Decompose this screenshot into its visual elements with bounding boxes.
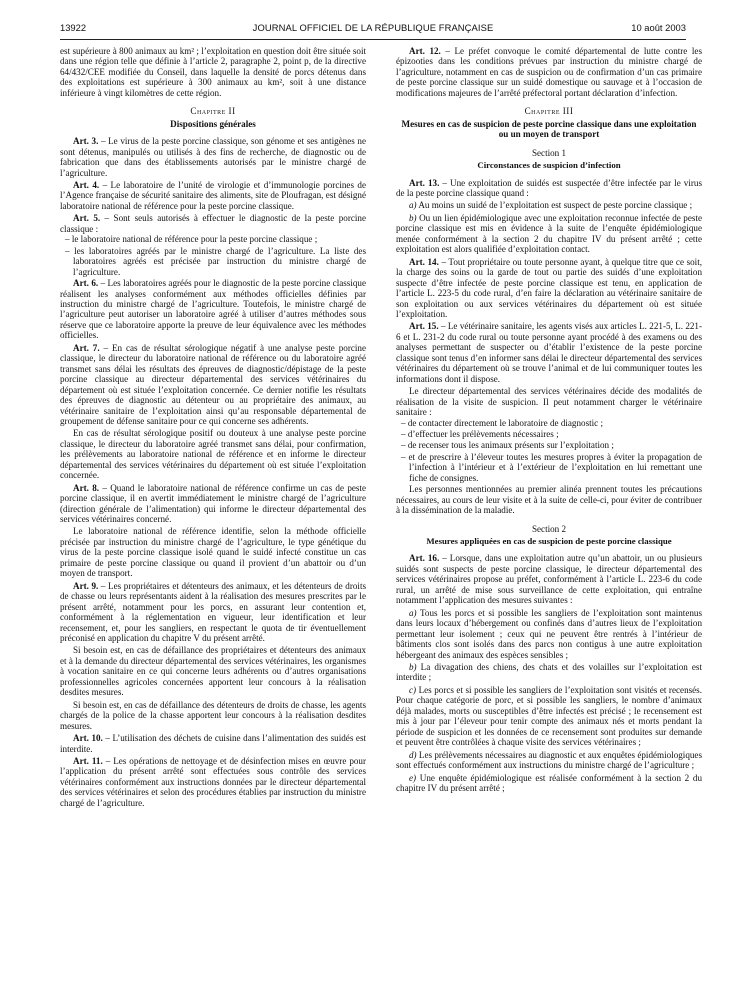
article-15: [396, 321, 702, 384]
article-text: – Une exploitation de suidés est suspectée d’être infectée par le virus de la peste porcine classique quand :: [396, 177, 702, 198]
article-5-list: [60, 234, 366, 277]
article-11: [60, 756, 366, 808]
article-16-item-e: [396, 773, 702, 794]
article-text: – Le vétérinaire sanitaire, les agents visés aux articles L. 221-5, L. 221-6 et L. 231-2 du code rural ou toute personne ayant procédé à des examens ou des analyses permettant de suspecter ou d’établir l’existence de la peste porcine classique sont tenus d’en informer sans délai le directeur départemental des services vétérinaires du département où se trouve l’animal et de lui communiquer toutes les informations dont il dispose.: [396, 321, 702, 384]
article-text: – Le préfet convoque le comité départemental de lutte contre les épizooties dans les conditions prévues par instruction du ministre chargé de l’agriculture, notamment en cas de suspicion ou de confirmation d’un cas primaire de peste porcine classique sur un suidé domestique ou sauvage et à l’occasion de modifications majeures de l’arrêté préfectoral portant déclaration d’infection.: [396, 46, 702, 98]
article-16-item-d: [396, 750, 702, 771]
article-label: Art. 14.: [409, 256, 439, 267]
article-15-list: [396, 418, 702, 484]
article-text: – Le laboratoire de l’unité de virologie et d’immunologie porcines de l’Agence française de sécurité sanitaire des aliments, site de Ploufragan, est désigné laboratoire national de référence pour la peste porcine classique.: [60, 179, 367, 211]
article-9: [60, 581, 366, 644]
item-text: Les prélèvements nécessaires au diagnostic et aux enquêtes épidémiologiques sont effectués conformément aux instructions du ministre chargé de l’agriculture ;: [396, 749, 702, 771]
article-8: [60, 483, 366, 525]
article-label: Art. 11.: [73, 756, 103, 766]
list-item: – de recenser tous les animaux présents sur l’exploitation ;: [401, 440, 614, 451]
article-label: Art. 15.: [409, 321, 439, 332]
item-text: Tous les porcs et si possible les sangliers de l’exploitation sont maintenus dans leurs locaux d’hébergement ou confinés dans d’autres lieux de l’exploitation permettant leur isolement ; ceux qui ne peuvent être rentrés à l’intérieur de bâtiments clos sont isolés dans des parcs non contigus à une autre exploitation hébergeant des animaux des espèces sensibles ;: [396, 607, 702, 660]
item-letter: c): [409, 684, 417, 695]
article-13-item-a: [396, 200, 702, 210]
publication-date: 10 août 2003: [631, 22, 686, 33]
item-letter: b): [409, 662, 417, 673]
article-label: Art. 12.: [409, 46, 441, 56]
item-letter: a): [409, 607, 417, 618]
article-6: [60, 278, 366, 341]
article-label: Art. 4.: [73, 179, 100, 190]
chapter-3-heading: Chapitre III: [524, 106, 574, 117]
article-15-paragraph-2: Le directeur départemental des services vétérinaires décide des modalités de réalisation de la visite de suspicion. Il peut notamment charger le vétérinaire sanitaire :: [396, 386, 702, 418]
article-13: [396, 178, 702, 199]
section-2-title: Mesures appliquées en cas de suspicion de peste porcine classique: [426, 536, 672, 547]
item-letter: e): [409, 772, 417, 783]
page-header: [60, 20, 686, 36]
article-16-item-b: [396, 662, 702, 683]
article-text: – Lorsque, dans une exploitation autre qu’un abattoir, un ou plusieurs suidés sont suspects de peste porcine classique, le directeur départemental des services vétérinaires propose au préfet, conformément à l’article L. 223-6 du code rural, un arrêté de mise sous surveillance de cette exploitation, qui entraîne notamment l’application des mesures suivantes :: [396, 553, 703, 606]
item-letter: d): [409, 749, 417, 760]
article-text: – Les propriétaires et détenteurs des animaux, et les détenteurs de droits de chasse ou leurs représentants aident à la réalisation des mesures prescrites par le présent arrêté, notamment pour les porcs, en assurant leur contention et, conformément à la réglementation en vigueur, leur identification et leur recensement, et, pour les sangliers, en respectant le quota de tir éventuellement préconisé en application du chapitre V du présent arrêté.: [60, 580, 367, 644]
header-rule: [60, 39, 686, 40]
right-column: [396, 46, 702, 793]
article-text: – Les opérations de nettoyage et de désinfection mises en œuvre pour l’application du présent arrêté sont effectuées sous contrôle des services vétérinaires conformément aux instructions données par le directeur départemental des services vétérinaires et selon des procédures établies par instruction du ministre chargé de l’agriculture.: [60, 756, 366, 808]
item-text: La divagation des chiens, des chats et des volailles sur l’exploitation est interdite ;: [396, 662, 702, 683]
article-16-item-c: [396, 685, 702, 748]
left-column: [60, 46, 366, 808]
article-5: [60, 213, 366, 234]
article-14: [396, 257, 702, 320]
intro-paragraph: est supérieure à 800 animaux au km² ; l’exploitation en question doit être située soit dans une région telle que définie à l’article 2, paragraphe 2, point p, de la directive 64/432/CEE modifiée du Conseil, dans laquelle la densité de porcs détenus dans des exploitations est supérieure à 300 animaux au km², soit à une distance inférieure à vingt kilomètres de cette région.: [60, 46, 366, 98]
article-label: Art. 6.: [73, 278, 99, 289]
article-label: Art. 16.: [409, 553, 440, 564]
article-12: [396, 46, 702, 98]
list-item: – et de prescrire à l’éleveur toutes les mesures propres à éviter la propagation de l’infection à l’intérieur et à l’extérieur de l’exploitation en lui remettant une fiche de consignes.: [401, 451, 702, 483]
article-7: [60, 343, 366, 427]
article-label: Art. 3.: [73, 136, 99, 147]
article-label: Art. 5.: [73, 213, 101, 224]
section-2-heading: Section 2: [531, 523, 567, 534]
article-9-paragraph-2: Si besoin est, en cas de défaillance des propriétaires et détenteurs des animaux et à la demande du directeur départemental des services vétérinaires, les organismes à vocation sanitaire en ce qui concerne leurs adhérents ou d’autres organisations professionnelles agricoles concernées apportent leur concours à la réalisation desdites mesures.: [60, 645, 366, 698]
item-letter: a): [409, 200, 417, 211]
item-text: Au moins un suidé de l’exploitation est suspect de peste porcine classique ;: [416, 200, 693, 211]
journal-title: JOURNAL OFFICIEL DE LA RÉPUBLIQUE FRANÇAISE: [252, 22, 494, 33]
chapter-2-title: Dispositions générales: [170, 118, 256, 129]
item-text: Une enquête épidémiologique est réalisée conformément à la section 2 du chapitre IV du présent arrêté ;: [396, 772, 702, 793]
article-label: Art. 10.: [73, 733, 103, 744]
article-9-paragraph-3: Si besoin est, en cas de défaillance des détenteurs de droits de chasse, les agents chargés de la police de la chasse apportent leur concours à la réalisation desdites mesures.: [60, 699, 366, 731]
article-13-item-b: [396, 213, 702, 255]
article-text: – Le virus de la peste porcine classique, son génome et ses antigènes ne sont détenus, manipulés ou utilisés à des fins de recherche, de diagnostic ou de fabrication que dans des établissements autorisés par le ministre chargé de l’agriculture.: [60, 136, 366, 178]
list-item: – le laboratoire national de référence pour la peste porcine classique ;: [65, 234, 318, 245]
article-16: [396, 553, 702, 605]
article-10: [60, 733, 366, 754]
article-7-paragraph-2: En cas de résultat sérologique positif ou douteux à une analyse peste porcine classique, le directeur du laboratoire agréé transmet sans délai, pour confirmation, les prélèvements au laboratoire national de référence et en informe le directeur départemental des services vétérinaires du département où est située l’exploitation concernée.: [60, 428, 366, 481]
article-text: – Sont seuls autorisés à effectuer le diagnostic de la peste porcine classique :: [60, 213, 367, 234]
article-text: – L’utilisation des déchets de cuisine dans l’alimentation des suidés est interdite.: [60, 733, 367, 754]
section-1-title: Circonstances de suspicion d’infection: [477, 160, 621, 171]
list-item: – de contacter directement le laboratoire de diagnostic ;: [401, 417, 603, 428]
chapter-2-heading: Chapitre II: [190, 106, 236, 117]
article-label: Art. 7.: [73, 342, 100, 353]
item-letter: b): [409, 212, 417, 223]
list-item: – d’effectuer les prélèvements nécessaires ;: [401, 428, 559, 439]
article-text: – En cas de résultat sérologique négatif à une analyse peste porcine classique, le directeur du laboratoire national de référence ou du laboratoire agréé transmet sans délai les résultats des épreuves de diagnostic/dépistage de la peste porcine classique au directeur départemental des services vétérinaires du département où est située l’exploitation concernée. Ce dernier notifie les résultats des épreuves de diagnostic au détenteur ou au propriétaire des animaux, au vétérinaire sanitaire de l’exploitation ainsi qu’au responsable départemental de groupement de défense sanitaire pour ce qui concerne ses adhérents.: [60, 342, 367, 426]
chapter-3-title: Mesures en cas de suspicion de peste porcine classique dans une exploitation ou un moyen de transport: [401, 118, 697, 140]
list-item: – les laboratoires agréés par le ministre chargé de l’agriculture. La liste des laboratoires agréés est précisée par instruction du ministre chargé de l’agriculture.: [65, 245, 366, 277]
item-text: Ou un lien épidémiologique avec une exploitation reconnue infectée de peste porcine classique est mis en évidence à la suite de l’enquête épidémiologique menée conformément à la section 2 du chapitre IV du présent arrêté ; cette exploitation est alors qualifiée d’exploitation contact.: [396, 212, 702, 255]
section-1-heading: Section 1: [531, 147, 567, 158]
article-4: [60, 180, 366, 211]
article-label: Art. 13.: [409, 177, 440, 188]
article-text: – Les laboratoires agréés pour le diagnostic de la peste porcine classique réalisent les analyses conformément aux méthodes officielles définies par instruction du ministre chargé de l’agriculture. Toutefois, le ministre chargé de l’agriculture peut autoriser un laboratoire agréé à utiliser d’autres méthodes sous réserve que ce laboratoire apporte la preuve de leur équivalence avec les méthodes officielles.: [60, 278, 367, 341]
article-16-item-a: [396, 608, 702, 660]
article-label: Art. 8.: [73, 482, 100, 493]
page-number: 13922: [60, 22, 87, 33]
item-text: Les porcs et si possible les sangliers de l’exploitation sont visités et recensés. Pour chaque catégorie de porc, et si possible les sangliers, le nombre d’animaux déjà malades, morts ou susceptibles d’être infectés est précisé ; le recensement est mis à jour par l’éleveur pour tenir compte des animaux nés et morts pendant la période de suspicion et les données de ce recensement sont produites sur demande et peuvent être contrôlées à chaque visite des services vétérinaires ;: [396, 684, 702, 748]
article-3: [60, 136, 366, 178]
article-text: – Tout propriétaire ou toute personne ayant, à quelque titre que ce soit, la charge des soins ou la garde de tout ou partie des suidés d’une exploitation suspecte d’être infectée de peste porcine classique est tenu, en application de l’article L. 223-5 du code rural, d’en faire la déclaration au vétérinaire sanitaire de son exploitation ou aux services vétérinaires du département où est située l’exploitation.: [396, 256, 703, 319]
article-15-paragraph-3: Les personnes mentionnées au premier alinéa prennent toutes les précautions nécessaires, au cours de leur visite et à la suite de celle-ci, pour éviter de contribuer à la dissémination de la maladie.: [396, 484, 702, 516]
article-text: – Quand le laboratoire national de référence confirme un cas de peste porcine classique, il en avertit immédiatement le ministre chargé de l’agriculture (direction générale de l’alimentation) qui informe le directeur départemental des services vétérinaires concerné.: [60, 482, 366, 525]
article-8-paragraph-2: Le laboratoire national de référence identifie, selon la méthode officielle précisée par instruction du ministre chargé de l’agriculture, le type génétique du virus de la peste porcine classique isolé quand le suidé infecté constitue un cas primaire de peste porcine classique ou quand il provient d’un abattoir ou d’un moyen de transport.: [60, 526, 366, 579]
article-label: Art. 9.: [73, 580, 99, 591]
